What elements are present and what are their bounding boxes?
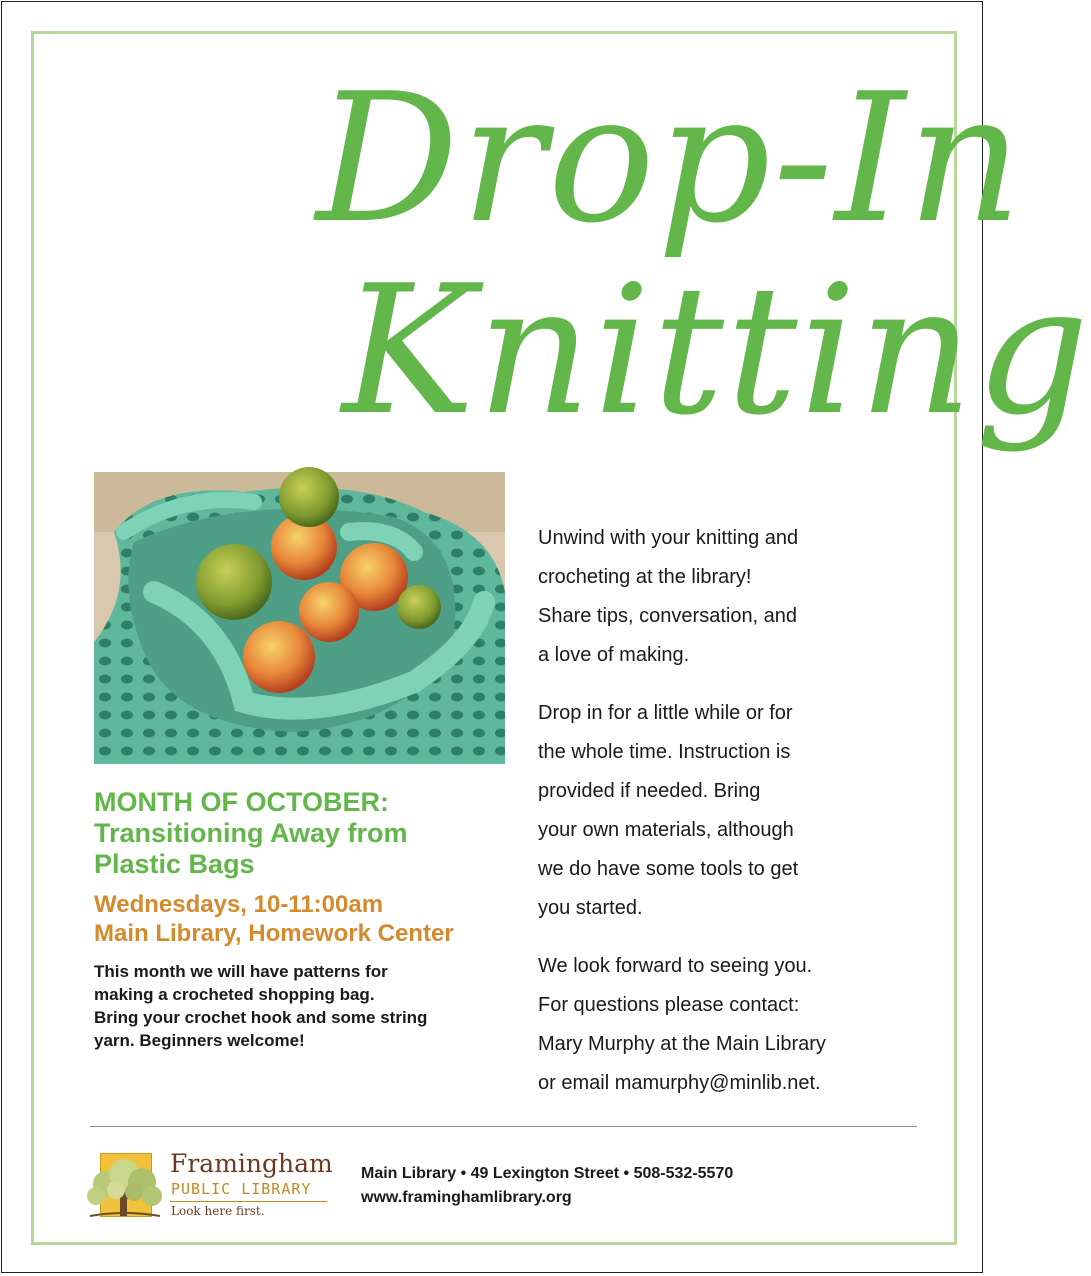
month-description [94,960,514,1052]
month-heading [94,787,514,880]
paragraph-line: the whole time. Instruction is [538,741,791,763]
logo-name: Framingham [170,1149,333,1178]
schedule [94,890,514,948]
logo-subtitle: PUBLIC LIBRARY [171,1180,312,1198]
month-heading-line: Transitioning Away from [94,818,408,848]
schedule-when: Wednesdays, 10-11:00am [94,891,384,918]
logo-divider [170,1201,327,1202]
title-line-1: Drop-In [316,55,1025,262]
paragraph-line: Share tips, conversation, and [538,605,798,627]
logo-tagline: Look here first. [171,1204,265,1218]
tree-icon [86,1158,164,1220]
paragraph-line: we do have some tools to get [538,858,799,880]
paragraph-line: you started. [538,897,643,919]
month-heading-line: MONTH OF OCTOBER: [94,787,389,817]
paragraph-line: crocheting at the library! [538,566,752,588]
paragraph-line: We look forward to seeing you. [538,955,813,977]
schedule-where: Main Library, Homework Center [94,920,454,947]
description-line: yarn. Beginners welcome! [94,1031,305,1050]
paragraph-line: your own materials, although [538,819,794,841]
description-line: This month we will have patterns for [94,962,388,981]
paragraph-line: a love of making. [538,644,690,666]
paragraph-line: Unwind with your knitting and [538,527,799,549]
details-paragraph [538,694,918,928]
intro-paragraph [538,519,918,675]
footer-website[interactable]: www.framinghamlibrary.org [361,1189,572,1206]
paragraph-line: or email mamurphy@minlib.net. [538,1072,821,1094]
title-line-2: Knitting [342,247,1091,454]
paragraph-line: Drop in for a little while or for [538,702,793,724]
month-heading-line: Plastic Bags [94,849,255,879]
description-line: Bring your crochet hook and some string [94,1008,428,1027]
contact-paragraph [538,947,918,1103]
paragraph-line: Mary Murphy at the Main Library [538,1033,826,1055]
paragraph-line: For questions please contact: [538,994,800,1016]
paragraph-line: provided if needed. Bring [538,780,761,802]
description-line: making a crocheted shopping bag. [94,985,375,1004]
footer-address: Main Library • 49 Lexington Street • 508-532-5570 [361,1165,734,1182]
knitted-bag-photo [94,472,505,764]
footer-contact [361,1162,733,1210]
footer-divider [90,1126,917,1127]
